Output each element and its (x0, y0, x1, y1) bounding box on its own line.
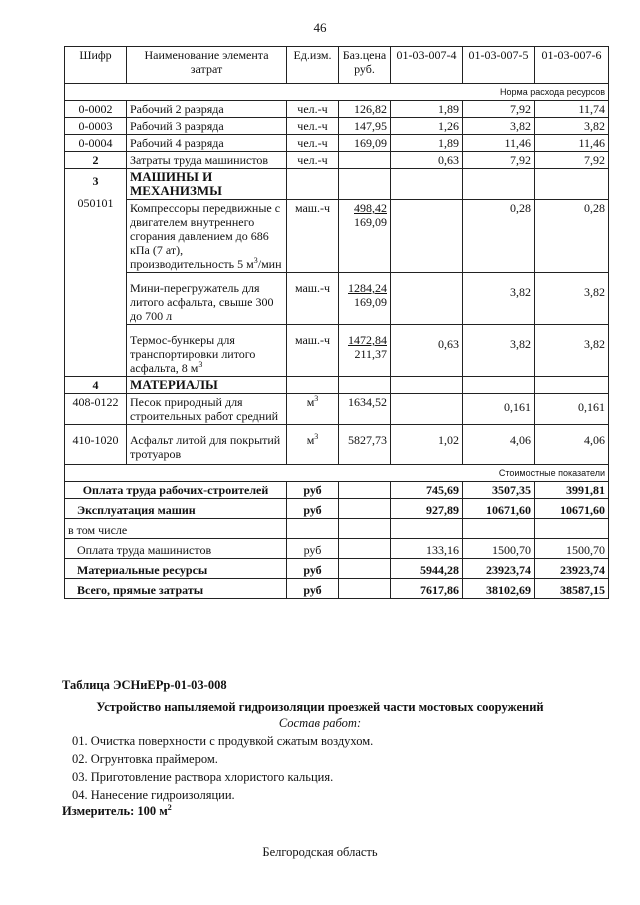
section-row (65, 169, 609, 200)
cost-label-row (65, 465, 609, 482)
row-unit: $м^3$ (287, 425, 339, 465)
cost-v6: 3991,81 (535, 482, 609, 499)
cost-label: Стоимостные показатели (65, 465, 609, 482)
row-price (339, 152, 391, 169)
norm-label: Норма расхода ресурсов (65, 84, 609, 101)
header-col6: 01-03-007-6 (535, 47, 609, 84)
row-unit: чел.-ч (287, 152, 339, 169)
row-price: 1284,24 169,09 (339, 273, 391, 325)
header-price: Баз.цена руб. (339, 47, 391, 84)
header-col4: 01-03-007-4 (391, 47, 463, 84)
cost-v4: 133,16 (391, 539, 463, 559)
table-row (65, 200, 609, 273)
row-v6: 11,46 (535, 135, 609, 152)
cost-unit: руб (287, 499, 339, 519)
work-item: 04. Нанесение гидроизоляции. (72, 788, 235, 802)
cost-name: Оплата труда рабочих-строителей (65, 482, 287, 499)
row-code: 2 (65, 152, 127, 169)
cost-name: Эксплуатация машин (65, 499, 287, 519)
composition-label: Состав работ: (278, 716, 362, 730)
row-price: 147,95 (339, 118, 391, 135)
cost-unit: руб (287, 579, 339, 599)
section-title: МАШИНЫ И МЕХАНИЗМЫ (127, 169, 287, 200)
row-code: 408-0122 (65, 394, 127, 425)
row-name: Термос-бункеры для транспортировки литого асфальта, 8 $м^3$ (127, 325, 287, 377)
cost-v6: 38587,15 (535, 579, 609, 599)
row-name: Рабочий 2 разряда (127, 101, 287, 118)
row-name: Мини-перегружатель для литого асфальта, свыше 300 до 700 л (127, 273, 287, 325)
cost-unit: руб (287, 559, 339, 579)
row-name: Компрессоры передвижные с двигателем внутреннего сгорания давлением до 686 кПа (7 ат), производительность 5 $м^3$/мин (127, 200, 287, 273)
section-code: 4 (65, 377, 127, 394)
row-unit: $м^3$ (287, 394, 339, 425)
measure-label: Измеритель: 100 $м^2$ (62, 802, 172, 818)
row-v5: 7,92 (463, 101, 535, 118)
cost-row (65, 539, 609, 559)
norm-label-row (65, 84, 609, 101)
cost-v4: 927,89 (391, 499, 463, 519)
cost-name: Оплата труда машинистов (65, 539, 287, 559)
table-row (65, 118, 609, 135)
section-row (65, 377, 609, 394)
section-title: МАТЕРИАЛЫ (127, 377, 287, 394)
cost-v6: 23923,74 (535, 559, 609, 579)
row-v5: 3,82 (463, 273, 535, 325)
row-v6: 3,82 (535, 118, 609, 135)
row-v5: 11,46 (463, 135, 535, 152)
row-price: 5827,73 (339, 425, 391, 465)
row-v4 (391, 200, 463, 273)
row-v4 (391, 273, 463, 325)
footer-region: Белгородская область (262, 845, 378, 859)
row-name: Рабочий 3 разряда (127, 118, 287, 135)
row-price: 169,09 (339, 135, 391, 152)
row-code: 050101 (77, 196, 114, 210)
section-title: Таблица ЭСНиЕРр-01-03-008 (62, 678, 227, 692)
cost-v4: 745,69 (391, 482, 463, 499)
row-code: 0-0003 (65, 118, 127, 135)
row-code: 0-0002 (65, 101, 127, 118)
row-v5: 0,161 (463, 394, 535, 425)
cost-v5: 1500,70 (463, 539, 535, 559)
row-v5: 7,92 (463, 152, 535, 169)
cost-v5: 38102,69 (463, 579, 535, 599)
row-unit: маш.-ч (287, 200, 339, 273)
cost-name: Всего, прямые затраты (65, 579, 287, 599)
cost-name: в том числе (65, 519, 287, 539)
row-v4: 1,26 (391, 118, 463, 135)
table-row (65, 394, 609, 425)
row-price: 1634,52 (339, 394, 391, 425)
row-v4: 1,02 (391, 425, 463, 465)
row-v4: 0,63 (391, 152, 463, 169)
row-price: 1472,84 211,37 (339, 325, 391, 377)
row-name: Асфальт литой для покрытий тротуаров (127, 425, 287, 465)
header-col5: 01-03-007-5 (463, 47, 535, 84)
row-unit: маш.-ч (287, 325, 339, 377)
row-v4 (391, 394, 463, 425)
section-code: 3 (92, 174, 99, 188)
cost-row (65, 499, 609, 519)
cost-row (65, 579, 609, 599)
row-v4: 1,89 (391, 101, 463, 118)
cost-row (65, 482, 609, 499)
row-name: Затраты труда машинистов (127, 152, 287, 169)
cost-row (65, 519, 609, 539)
row-name: Рабочий 4 разряда (127, 135, 287, 152)
row-v4: 1,89 (391, 135, 463, 152)
cost-v5: 23923,74 (463, 559, 535, 579)
section-subtitle: Устройство напыляемой гидроизоляции проезжей части мостовых сооружений (96, 700, 544, 714)
row-price: 498,42 169,09 (339, 200, 391, 273)
header-code: Шифр (65, 47, 127, 84)
cost-v6: 1500,70 (535, 539, 609, 559)
work-item: 01. Очистка поверхности с продувкой сжатым воздухом. (72, 734, 374, 748)
row-unit: маш.-ч (287, 273, 339, 325)
row-code: 0-0004 (65, 135, 127, 152)
page-number: 46 (313, 20, 327, 35)
row-v6: 3,82 (535, 273, 609, 325)
table-row (65, 273, 609, 325)
row-code: 410-1020 (65, 425, 127, 465)
cost-name: Материальные ресурсы (65, 559, 287, 579)
row-name: Песок природный для строительных работ средний (127, 394, 287, 425)
row-v5: 3,82 (463, 325, 535, 377)
cost-unit: руб (287, 539, 339, 559)
row-v6: 7,92 (535, 152, 609, 169)
table-row (65, 101, 609, 118)
cost-row (65, 559, 609, 579)
row-price: 126,82 (339, 101, 391, 118)
cost-v5: 10671,60 (463, 499, 535, 519)
row-v4: 0,63 (391, 325, 463, 377)
row-v6: 0,161 (535, 394, 609, 425)
row-v6: 3,82 (535, 325, 609, 377)
cost-unit: руб (287, 482, 339, 499)
work-item: 03. Приготовление раствора хлористого кальция. (72, 770, 334, 784)
header-unit: Ед.изм. (287, 47, 339, 84)
table-row (65, 425, 609, 465)
header-name: Наименование элемента затрат (127, 47, 287, 84)
resource-table (64, 46, 609, 599)
table-row (65, 135, 609, 152)
cost-v4: 5944,28 (391, 559, 463, 579)
row-v6: 11,74 (535, 101, 609, 118)
row-unit: чел.-ч (287, 118, 339, 135)
cost-v5: 3507,35 (463, 482, 535, 499)
cost-v6: 10671,60 (535, 499, 609, 519)
row-unit: чел.-ч (287, 135, 339, 152)
row-v5: 4,06 (463, 425, 535, 465)
row-v5: 3,82 (463, 118, 535, 135)
work-item: 02. Огрунтовка праймером. (72, 752, 218, 766)
table-row (65, 152, 609, 169)
row-unit: чел.-ч (287, 101, 339, 118)
table-row (65, 325, 609, 377)
cost-v4: 7617,86 (391, 579, 463, 599)
row-v6: 4,06 (535, 425, 609, 465)
table-header-row (65, 47, 609, 84)
row-v6: 0,28 (535, 200, 609, 273)
row-v5: 0,28 (463, 200, 535, 273)
